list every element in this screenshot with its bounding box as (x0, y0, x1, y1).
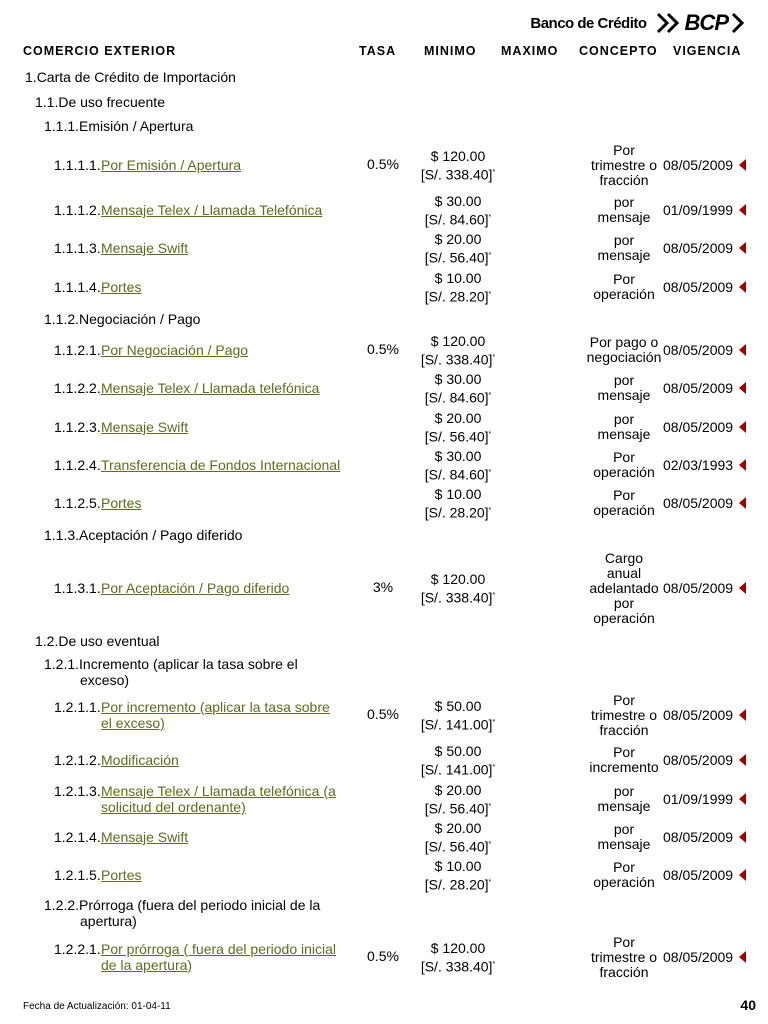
item-label (101, 941, 336, 973)
item-label (101, 699, 330, 731)
minimo-value: $ 30.00 [S/. 84.60]* (424, 193, 492, 228)
fee-link[interactable]: Por Emisión / Apertura (101, 157, 242, 173)
fee-link[interactable]: Por Aceptación / Pago diferido (101, 580, 290, 596)
bcp-chevron-icon (656, 12, 682, 34)
concepto-value: por mensaje (597, 372, 651, 403)
item-number: 1.1.2.4. (54, 457, 101, 473)
minimo-value: $ 20.00 [S/. 56.40]* (424, 231, 492, 266)
tasa-value: 0.5% (367, 706, 399, 722)
header-minimo: MINIMO (424, 44, 477, 58)
minimo-value: $ 50.00 [S/. 141.00]* (420, 743, 496, 778)
arrow-left-icon[interactable] (739, 382, 746, 394)
header-vigencia: VIGENCIA (673, 44, 742, 58)
item-label (101, 342, 248, 358)
item-number: 1.1.3.1. (54, 580, 101, 596)
vigencia-date: 08/05/2009 (663, 380, 734, 396)
concepto-value: por mensaje (597, 194, 651, 225)
item-label (101, 752, 179, 768)
arrow-left-icon[interactable] (739, 582, 746, 594)
item-number: 1.1.2.5. (54, 495, 101, 511)
minimo-value: $ 30.00 [S/. 84.60]* (424, 448, 492, 483)
arrow-left-icon[interactable] (739, 709, 746, 721)
item-number: 1.2.1.5. (54, 867, 101, 883)
footnote-mark: * (492, 168, 496, 176)
vigencia-date: 08/05/2009 (663, 495, 734, 511)
section-heading: 1.1.3.Aceptación / Pago diferido (44, 527, 243, 543)
concepto-value: Por trimestre o fracción (590, 691, 658, 738)
item-number: 1.2.2.1. (54, 941, 101, 957)
footnote-mark: * (492, 763, 496, 771)
fee-link[interactable]: Mensaje Telex / Llamada telefónica (a solicitud del ordenante) (101, 783, 336, 815)
vigencia-date: 01/09/1999 (663, 202, 734, 218)
concepto-value: por mensaje (597, 232, 651, 263)
minimo-value: $ 20.00 [S/. 56.40]* (424, 820, 492, 855)
item-label (101, 495, 141, 511)
tasa-value: 0.5% (367, 948, 399, 964)
bcp-logo (530, 10, 748, 36)
tasa-value: 0.5% (367, 341, 399, 357)
item-label (101, 829, 188, 845)
page-number: 40 (740, 997, 756, 1013)
item-label (101, 419, 188, 435)
vigencia-date: 08/05/2009 (663, 342, 734, 358)
minimo-value: $ 120.00 [S/. 338.40]* (420, 148, 496, 183)
item-label (101, 867, 141, 883)
item-number: 1.1.1.3. (54, 240, 101, 256)
arrow-left-icon[interactable] (739, 204, 746, 216)
fee-link[interactable]: Portes (101, 279, 142, 295)
update-date: Fecha de Actualización: 01-04-11 (23, 1001, 171, 1012)
arrow-left-icon[interactable] (739, 754, 746, 766)
vigencia-date: 08/05/2009 (663, 829, 734, 845)
fee-link[interactable]: Portes (101, 867, 142, 883)
footnote-mark: * (488, 506, 492, 514)
item-label (101, 457, 340, 473)
bcp-arrow-icon (731, 12, 745, 34)
header-section: COMERCIO EXTERIOR (23, 44, 177, 58)
item-label (101, 240, 188, 256)
vigencia-date: 08/05/2009 (663, 707, 734, 723)
fee-link[interactable]: Portes (101, 495, 142, 511)
minimo-value: $ 10.00 [S/. 28.20]* (424, 270, 492, 305)
footnote-mark: * (488, 802, 492, 810)
section-heading: 1.Carta de Crédito de Importación (25, 69, 236, 85)
section-heading: 1.2.2.Prórroga (fuera del periodo inicial de la apertura) (44, 897, 321, 929)
vigencia-date: 01/09/1999 (663, 791, 734, 807)
vigencia-date: 08/05/2009 (663, 279, 734, 295)
item-label (101, 279, 141, 295)
arrow-left-icon[interactable] (739, 344, 746, 356)
vigencia-date: 08/05/2009 (663, 157, 734, 173)
arrow-left-icon[interactable] (739, 242, 746, 254)
fee-link[interactable]: Transferencia de Fondos Internacional (101, 457, 341, 473)
minimo-value: $ 120.00 [S/. 338.40]* (420, 571, 496, 606)
arrow-left-icon[interactable] (739, 497, 746, 509)
footnote-mark: * (488, 391, 492, 399)
section-heading: 1.1.2.Negociación / Pago (44, 311, 201, 327)
item-number: 1.2.1.4. (54, 829, 101, 845)
fee-link[interactable]: Mensaje Telex / Llamada Telefónica (101, 202, 323, 218)
concepto-value: por mensaje (597, 821, 651, 852)
item-number: 1.2.1.1. (54, 699, 101, 715)
fee-link[interactable]: Mensaje Swift (101, 829, 189, 845)
bank-name: Banco de Crédito (530, 14, 647, 32)
tasa-value: 0.5% (367, 156, 399, 172)
fee-link[interactable]: Por incremento (aplicar la tasa sobre el exceso) (101, 699, 330, 731)
footnote-mark: * (492, 960, 496, 968)
item-number: 1.1.1.1. (54, 157, 101, 173)
item-label (101, 157, 241, 173)
vigencia-date: 08/05/2009 (663, 949, 734, 965)
minimo-value: $ 10.00 [S/. 28.20]* (424, 858, 492, 893)
item-label (101, 783, 336, 815)
concepto-value: Cargo anual adelantado por operación (589, 549, 659, 626)
arrow-left-icon[interactable] (739, 159, 746, 171)
arrow-left-icon[interactable] (739, 459, 746, 471)
item-label (101, 202, 322, 218)
section-heading: 1.1.1.Emisión / Apertura (44, 118, 194, 134)
section-heading: 1.1.De uso frecuente (35, 94, 165, 110)
section-heading: 1.2.De uso eventual (35, 633, 160, 649)
footnote-mark: * (488, 878, 492, 886)
fee-link[interactable]: Por prórroga ( fuera del periodo inicial de la apertura) (101, 941, 337, 973)
arrow-left-icon[interactable] (739, 281, 746, 293)
vigencia-date: 08/05/2009 (663, 240, 734, 256)
item-number: 1.1.2.3. (54, 419, 101, 435)
vigencia-date: 02/03/1993 (663, 457, 734, 473)
item-number: 1.2.1.3. (54, 783, 101, 799)
arrow-left-icon[interactable] (739, 831, 746, 843)
concepto-value: Por operación (593, 449, 655, 480)
brand-name: BCP (684, 10, 728, 35)
concepto-value: Por trimestre o fracción (590, 933, 658, 980)
vigencia-date: 08/05/2009 (663, 867, 734, 883)
minimo-value: $ 30.00 [S/. 84.60]* (424, 371, 492, 406)
concepto-value: por mensaje (597, 411, 651, 442)
minimo-value: $ 120.00 [S/. 338.40]* (420, 333, 496, 368)
arrow-left-icon[interactable] (739, 869, 746, 881)
footnote-mark: * (488, 840, 492, 848)
fee-link[interactable]: Mensaje Swift (101, 419, 189, 435)
minimo-value: $ 50.00 [S/. 141.00]* (420, 698, 496, 733)
footnote-mark: * (488, 468, 492, 476)
vigencia-date: 08/05/2009 (663, 580, 734, 596)
arrow-left-icon[interactable] (739, 421, 746, 433)
item-number: 1.1.2.2. (54, 380, 101, 396)
minimo-value: $ 10.00 [S/. 28.20]* (424, 486, 492, 521)
footnote-mark: * (492, 591, 496, 599)
item-number: 1.1.2.1. (54, 342, 101, 358)
header-tasa: TASA (359, 44, 397, 58)
minimo-value: $ 120.00 [S/. 338.40]* (420, 940, 496, 975)
item-number: 1.2.1.2. (54, 752, 101, 768)
minimo-value: $ 20.00 [S/. 56.40]* (424, 410, 492, 445)
section-heading: 1.2.1.Incremento (aplicar la tasa sobre el exceso) (44, 656, 298, 688)
minimo-value: $ 20.00 [S/. 56.40]* (424, 782, 492, 817)
concepto-value: Por operación (593, 487, 655, 518)
concepto-value: Por pago o negociación (586, 334, 662, 365)
footnote-mark: * (488, 251, 492, 259)
tasa-value: 3% (372, 579, 394, 595)
vigencia-date: 08/05/2009 (663, 752, 734, 768)
concepto-value: Por operación (593, 859, 655, 890)
item-number: 1.1.1.2. (54, 202, 101, 218)
footnote-mark: * (488, 290, 492, 298)
header-maximo: MAXIMO (501, 44, 559, 58)
concepto-value: Por operación (593, 271, 655, 302)
fee-link[interactable]: Mensaje Telex / Llamada telefónica (101, 380, 320, 396)
item-label (101, 580, 289, 596)
fee-link[interactable]: Mensaje Swift (101, 240, 189, 256)
fee-link[interactable]: Modificación (101, 752, 179, 768)
fee-link[interactable]: Por Negociación / Pago (101, 342, 249, 358)
arrow-left-icon[interactable] (739, 793, 746, 805)
header-concepto: CONCEPTO (579, 44, 658, 58)
item-label (101, 380, 319, 396)
item-number: 1.1.1.4. (54, 279, 101, 295)
vigencia-date: 08/05/2009 (663, 419, 734, 435)
arrow-left-icon[interactable] (739, 951, 746, 963)
concepto-value: por mensaje (597, 783, 651, 814)
footnote-mark: * (488, 430, 492, 438)
footnote-mark: * (492, 353, 496, 361)
footnote-mark: * (492, 718, 496, 726)
concepto-value: Por incremento (589, 744, 659, 775)
footnote-mark: * (488, 213, 492, 221)
concepto-value: Por trimestre o fracción (590, 141, 658, 188)
